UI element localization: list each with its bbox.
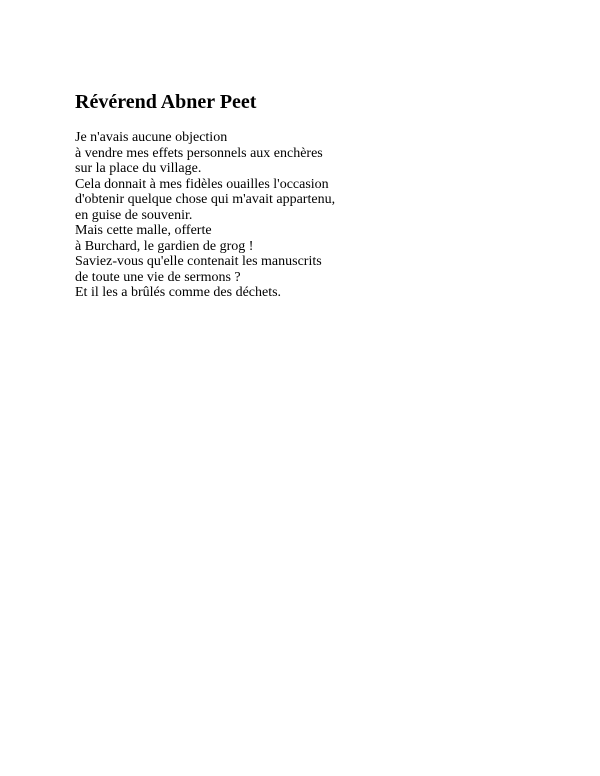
poem-line: à vendre mes effets personnels aux enchères: [75, 145, 323, 161]
poem-line: Je n'avais aucune objection: [75, 130, 228, 145]
poem-line: d'obtenir quelque chose qui m'avait appartenu,: [75, 192, 336, 207]
poem-body: [75, 130, 335, 301]
poem-line: sur la place du village.: [75, 161, 202, 176]
poem-line: en guise de souvenir.: [75, 207, 193, 223]
poem-line: à Burchard, le gardien de grog !: [75, 238, 254, 254]
poem-line: Mais cette malle, offerte: [75, 223, 212, 238]
poem-title: Révérend Abner Peet: [75, 91, 257, 113]
poem-line: Et il les a brûlés comme des déchets.: [75, 285, 282, 300]
poem-line: Cela donnait à mes fidèles ouailles l'occasion: [75, 176, 329, 192]
poem-line: de toute une vie de sermons ?: [75, 269, 241, 285]
poem-line: Saviez-vous qu'elle contenait les manuscrits: [75, 254, 322, 269]
